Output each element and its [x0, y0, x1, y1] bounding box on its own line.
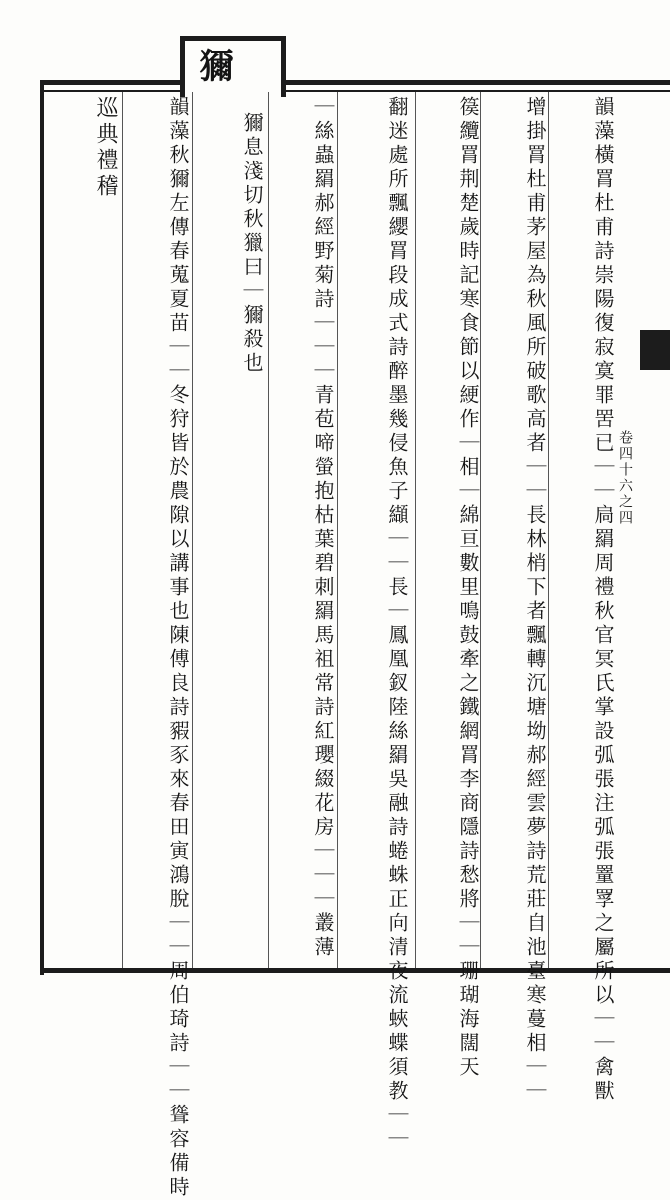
text-column-6: 獮息淺切秋獵曰｜獮殺也 [240, 112, 264, 376]
text-column-3: 篌纜罥荆楚歲時記寒食節以綆作｜相｜綿亘數里鳴鼓牽之鐵網罥李商隱詩愁將｜｜珊瑚海闊天 [456, 96, 480, 1080]
column-rule [122, 92, 123, 968]
text-column-8: 巡典禮稽 [93, 96, 118, 200]
column-rule [480, 92, 481, 968]
text-column-1: 韻藻橫罥杜甫詩崇陽復寂寞罪罟已｜｜扃羂周禮秋官冥氏掌設弧張注弧張罿罦之屬所以｜｜禽獸 [591, 96, 615, 1104]
column-rule [192, 92, 193, 968]
frame-top-inner-border [40, 90, 670, 92]
text-column-5: ｜絲蟲羂郝經野菊詩｜｜｜青苞啼螢抱枯葉碧刺羂馬祖常詩紅瓔綴花房｜｜｜叢薄 [311, 96, 335, 960]
column-rule [415, 92, 416, 968]
frame-top-border [40, 80, 670, 85]
column-rule [337, 92, 338, 968]
tab-character: 獮 [193, 48, 233, 88]
column-rule [268, 92, 269, 968]
chapter-label: 卷四十六之四 [617, 430, 633, 526]
text-column-4: 翻迷處所飄纓罥段成式詩醉墨幾侵魚子纈｜｜長｜鳳凰釵陸絲羂吳融詩蜷蛛正向清夜流蛺蝶須教｜｜ [385, 96, 409, 1152]
text-column-2: 增掛罥杜甫茅屋為秋風所破歌高者｜｜長林梢下者飄轉沉塘坳郝經雲夢詩荒莊自池臺寒蔓相｜｜ [523, 96, 547, 1104]
frame-left-border [40, 80, 44, 975]
column-rule [548, 92, 549, 968]
margin-marker [640, 330, 670, 370]
text-column-7: 韻藻秋獮左傳春蒐夏苗｜｜冬狩皆於農隙以講事也陳傅良詩豭豕來春田寅鴻脫｜｜周伯琦詩｜｜聳容備時 [166, 96, 190, 1200]
